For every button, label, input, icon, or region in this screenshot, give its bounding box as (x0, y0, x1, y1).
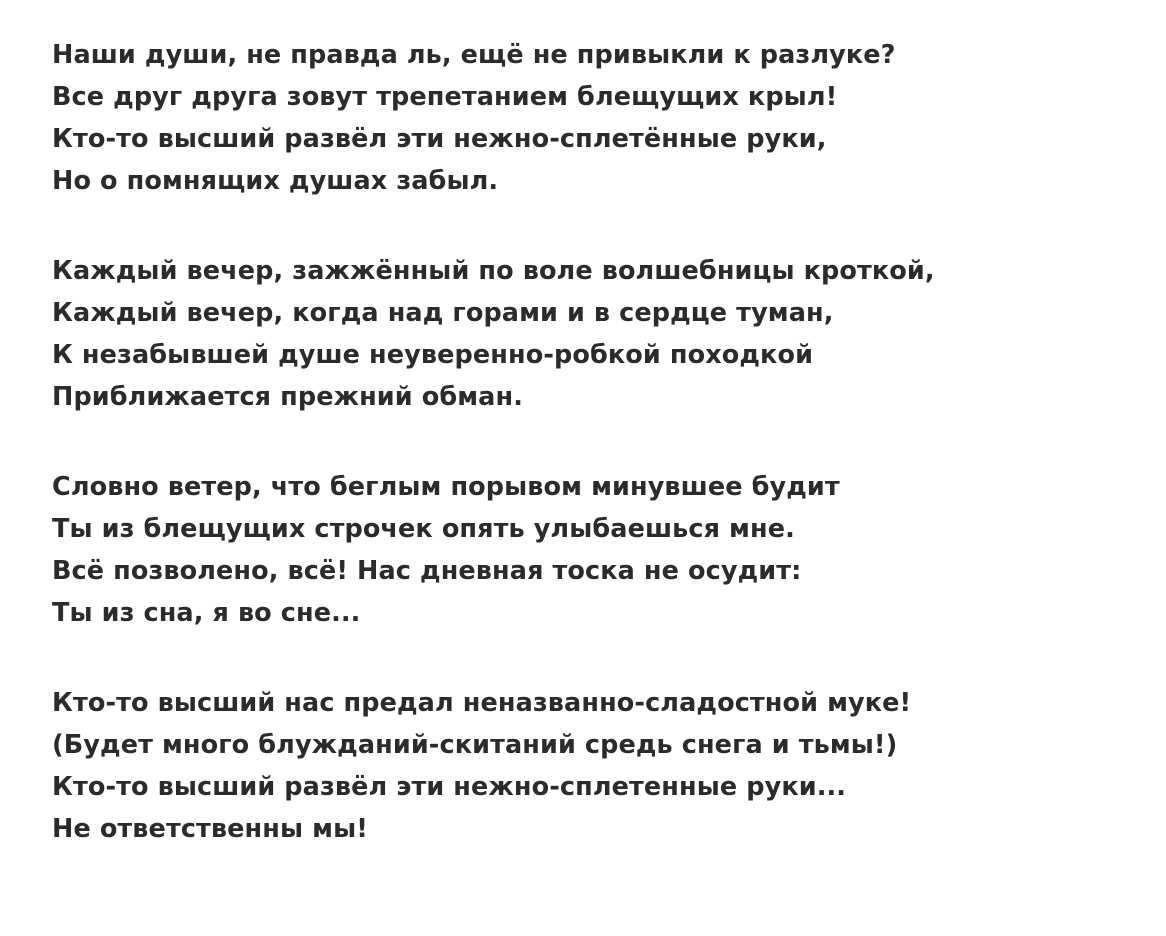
poem-line: Ты из блещущих строчек опять улыбаешься мне. (52, 514, 795, 544)
poem-line: Кто-то высший развёл эти нежно-сплетённые руки, (52, 124, 827, 154)
poem-line: Наши души, не правда ль, ещё не привыкли к разлуке? (52, 40, 896, 70)
poem-line: К незабывшей душе неуверенно-робкой походкой (52, 340, 814, 370)
poem-line: Ты из сна, я во сне... (52, 598, 361, 628)
poem-line: Не ответственны мы! (52, 814, 368, 844)
stanza-2 (52, 250, 1166, 418)
poem-line: Кто-то высший развёл эти нежно-сплетенные руки... (52, 772, 847, 802)
stanza-4 (52, 682, 1166, 850)
poem-line: Словно ветер, что беглым порывом минувшее будит (52, 472, 840, 502)
poem-line: Каждый вечер, когда над горами и в сердце туман, (52, 298, 834, 328)
poem-line: Всё позволено, всё! Нас дневная тоска не осудит: (52, 556, 802, 586)
poem-line: (Будет много блужданий-скитаний средь снега и тьмы!) (52, 730, 898, 760)
stanza-3 (52, 466, 1166, 634)
stanza-1 (52, 34, 1166, 202)
poem-line: Кто-то высший нас предал неназванно-сладостной муке! (52, 688, 912, 718)
poem-line: Все друг друга зовут трепетанием блещущих крыл! (52, 82, 838, 112)
poem-line: Но о помнящих душах забыл. (52, 166, 499, 196)
poem-line: Приближается прежний обман. (52, 382, 523, 412)
poem-line: Каждый вечер, зажжённый по воле волшебницы кроткой, (52, 256, 935, 286)
